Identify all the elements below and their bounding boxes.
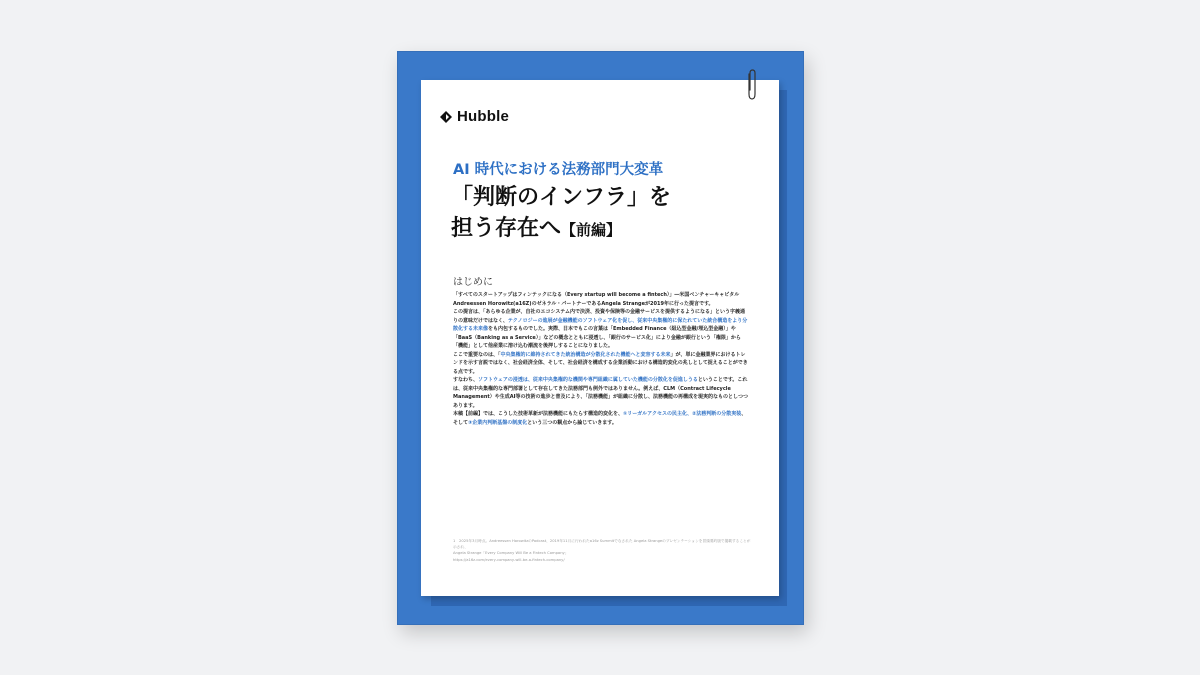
body-paragraph (453, 410, 749, 427)
body-paragraph (453, 376, 749, 410)
paperclip-icon (745, 68, 759, 102)
body-text-run: 」が、単に金融業界におけるトレンドを示す言説ではなく、社会経済全体、そして、社会経済を構成する企業活動における構造的変化の兆しとして捉えることができる点です。 (453, 351, 748, 375)
footnote-line: 1 2025年3月時点。Andreessen HorowitzのPodcast、2019年11月に行われたa16z Summitでなされた Angela Strangeのプレゼンテーションを冒頭要約版で掲載することが示され、 (453, 539, 751, 550)
body-paragraph (453, 308, 749, 351)
footnote-line: Angela Strange「Every Company Will Be a Fintech Company」 (453, 551, 569, 556)
footnote-line: https://a16z.com/every-company-will-be-a-fintech-company/ (453, 557, 565, 562)
highlighted-text-run: ③企業内判断基盤の制度化 (468, 419, 528, 426)
brand-name: Hubble (457, 108, 510, 125)
body-text-run: ここで重要なのは、「 (453, 351, 501, 358)
title-line-2-text: 担う存在へ (451, 216, 562, 241)
brand-logo (439, 108, 509, 125)
footnotes (453, 538, 753, 563)
body-text-run: という三つの観点から論じていきます。 (527, 419, 617, 426)
document-title (451, 182, 671, 246)
body-paragraph (453, 351, 749, 377)
document-page (421, 80, 779, 596)
body-text-run: 本稿【前編】では、こうした技術革新が法務機能にもたらす構造的変化を、 (453, 411, 624, 417)
title-suffix: 【前編】 (561, 221, 622, 239)
title-line-2 (451, 213, 671, 246)
body-text-run: ということです。これは、従来中央集権的な専門部署として存在してきた法務部門も例外ではありません。例えば、CLM（Contract Lifecycle Management）や生成AI等の技術の進歩と普及により、「法務機能」が組織に分散し、法務機能の再構成を現実的なものとしつつあります。 (453, 377, 749, 409)
body-text-run: この提言は、「あらゆる企業が、自社のエコシステム内で決済、投資や保険等の金融サービスを提供するようになる」という字義通りの意味だけではなく、 (453, 309, 746, 324)
body-text-run: をも内包するものでした。実際、日本でもこの言葉は「Embedded Finance（組込型金融/埋込型金融）」や「BaaS（Banking as a Service）」などの概念とともに浸透し、「銀行のサービス化」により金融が銀行という「権限」から「機能」として他産業に溶け込む潮流を後押しすることになりました。 (453, 326, 741, 349)
body-text-run: 「すべてのスタートアップはフィンテックになる（Every startup will become a fintech）」―米国ベンチャーキャピタルAndreessen Horowitz(a16Z)のゼネラル・パートナーであるAngela Strangeが2019年に行った提言です。 (453, 292, 740, 307)
section-heading: はじめに (453, 277, 493, 288)
highlighted-text-run: テクノロジーの進展が金融機能のソフトウェア化を促し、従来中央集権的に保たれていた統合構造をより分散化する未来像 (453, 317, 748, 332)
highlighted-text-run: 中央集権的に維持されてきた統治構造が分散化された機能へと変容する未来 (500, 351, 671, 358)
hubble-logo-icon (439, 110, 453, 124)
document-kicker: AI 時代における法務部門大変革 (453, 162, 664, 178)
body-paragraph (453, 291, 749, 308)
body-text-run: すなわち、 (453, 377, 479, 383)
highlighted-text-run: ①リーガルアクセスの民主化、②法務判断の分散実装 (623, 411, 742, 417)
title-line-1: 「判断のインフラ」を (451, 185, 672, 210)
highlighted-text-run: ソフトウェアの浸透は、従来中央集権的な機関や専門組織に属していた機能の分散化を促進しうる (478, 377, 698, 383)
body-text (453, 291, 749, 427)
body-text-run: 、そして (453, 411, 747, 426)
